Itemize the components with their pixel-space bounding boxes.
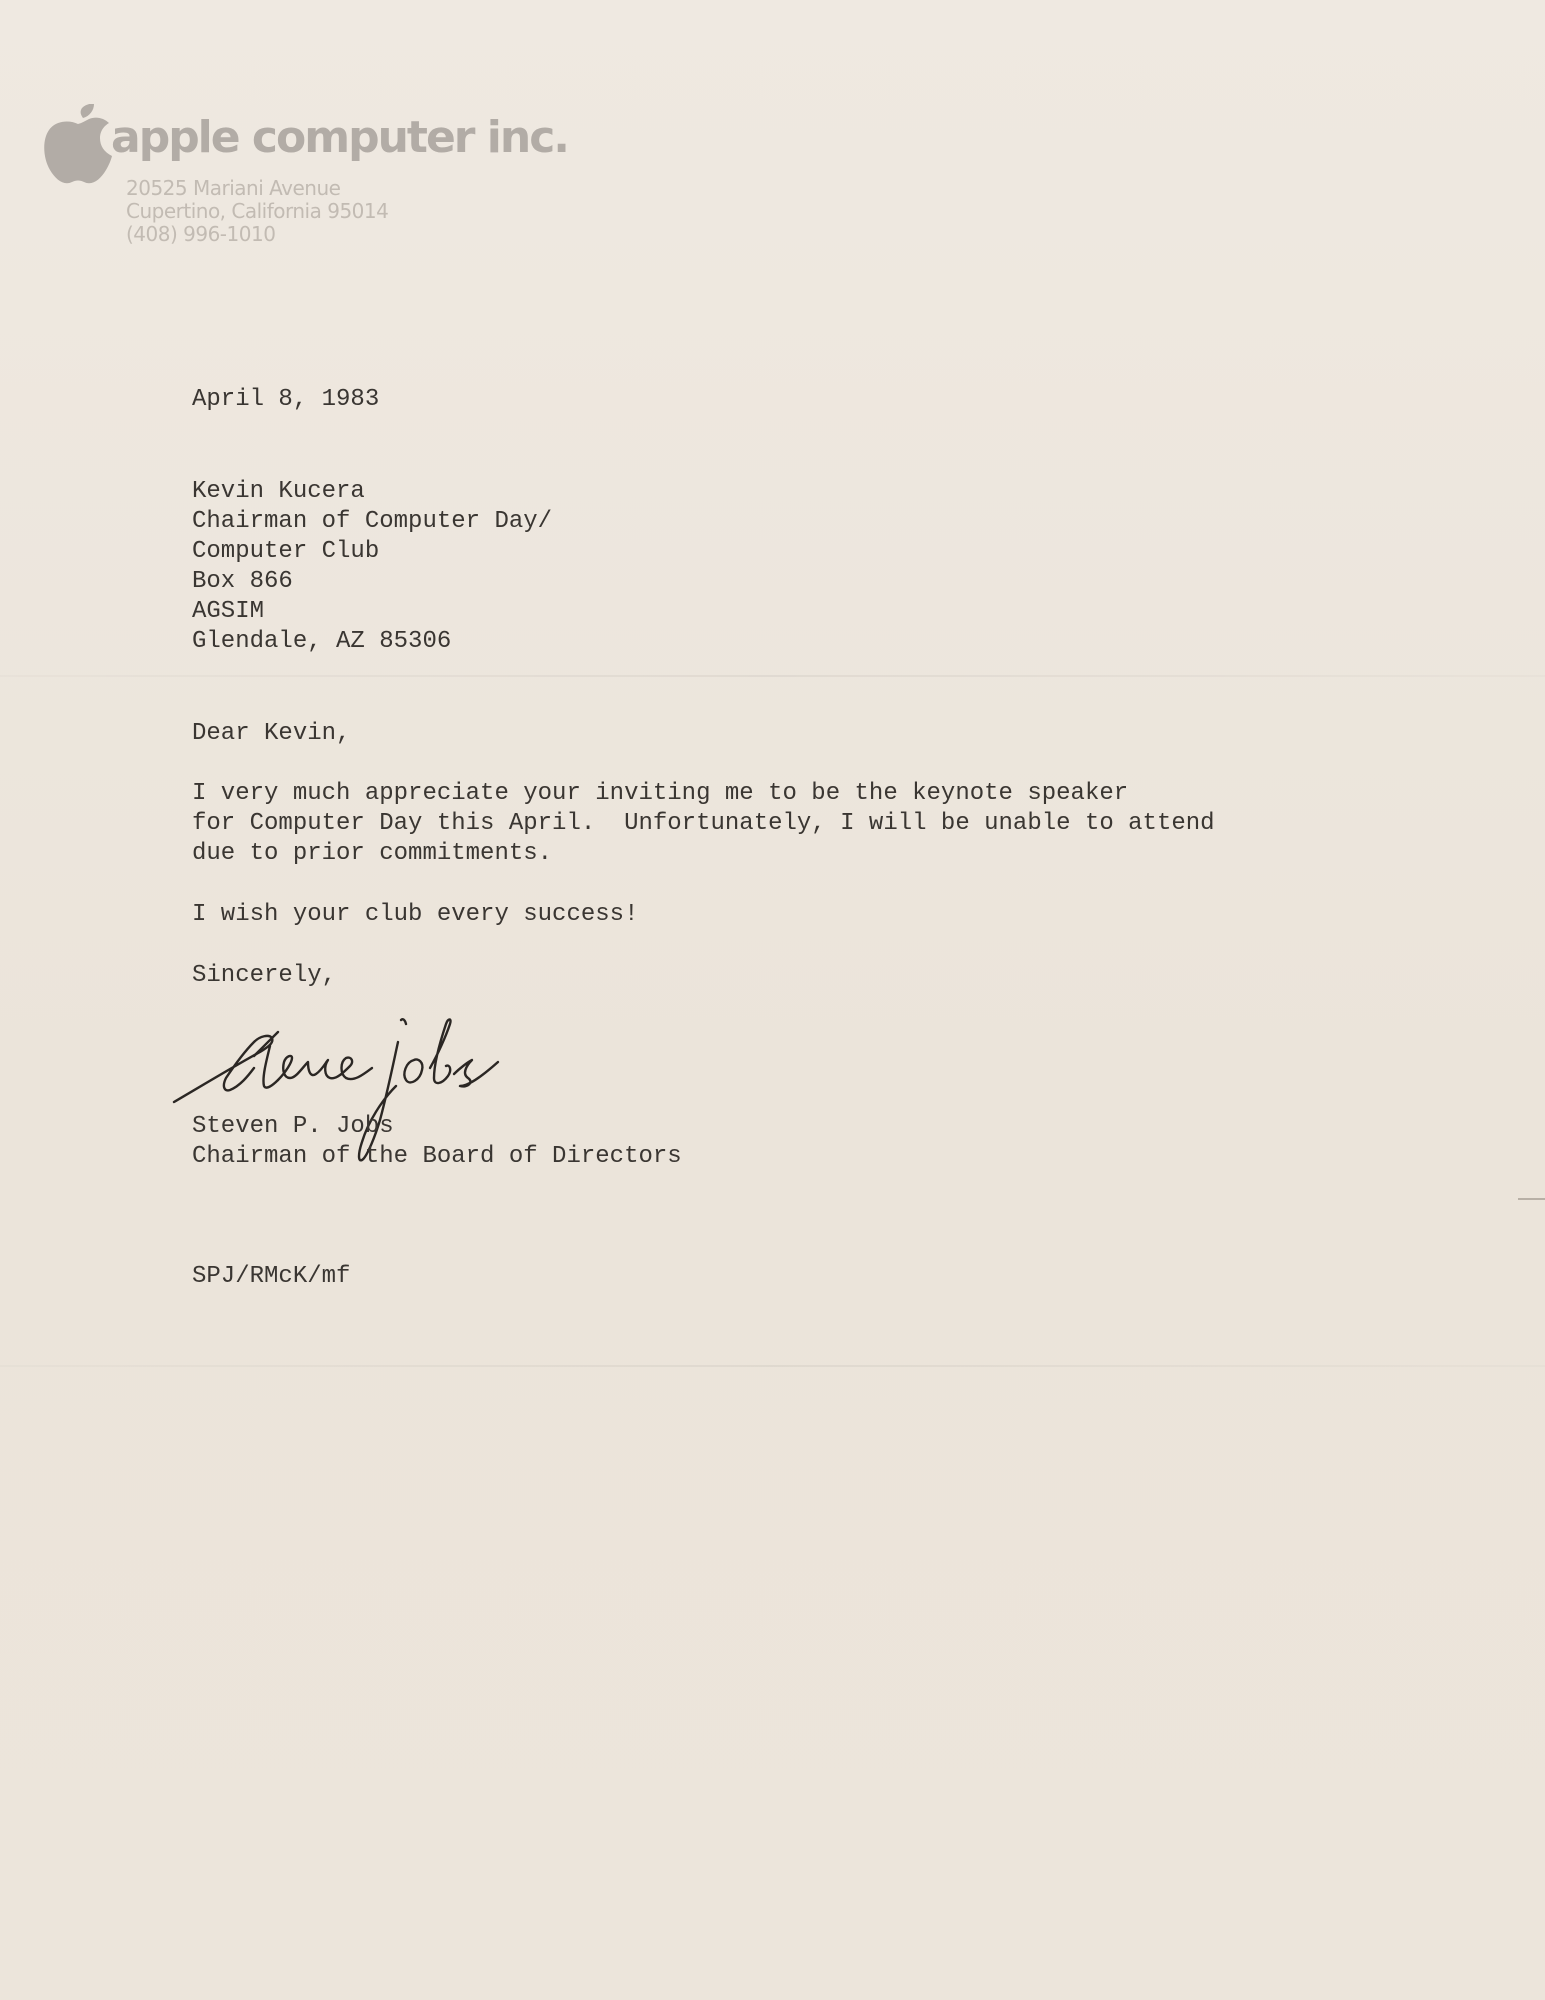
letter-date: April 8, 1983 bbox=[192, 386, 380, 413]
closing-wish: I wish your club every success! bbox=[192, 901, 639, 928]
signer-block bbox=[192, 1112, 682, 1172]
apple-logo-icon bbox=[42, 104, 114, 186]
paper-edge-mark bbox=[1518, 1198, 1545, 1200]
body-line: I very much appreciate your inviting me to be the keynote speaker bbox=[192, 780, 1129, 807]
salutation: Dear Kevin, bbox=[192, 720, 351, 747]
company-wordmark: apple computer inc. bbox=[111, 112, 568, 163]
recipient-unit: AGSIM bbox=[192, 598, 265, 625]
complimentary-close: Sincerely, bbox=[192, 962, 337, 989]
paper-fold-line bbox=[0, 1365, 1545, 1367]
address-street: 20525 Mariani Avenue bbox=[126, 176, 341, 200]
address-city: Cupertino, California 95014 bbox=[126, 199, 389, 223]
recipient-city: Glendale, AZ 85306 bbox=[192, 628, 452, 655]
address-phone: (408) 996-1010 bbox=[126, 222, 276, 246]
recipient-organization: Computer Club bbox=[192, 538, 380, 565]
paper-fold-line bbox=[0, 675, 1545, 677]
reference-initials: SPJ/RMcK/mf bbox=[192, 1263, 351, 1290]
body-line: for Computer Day this April. Unfortunately, I will be unable to attend bbox=[192, 810, 1215, 837]
body-paragraph bbox=[192, 779, 1215, 869]
recipient-name: Kevin Kucera bbox=[192, 478, 365, 505]
recipient-box: Box 866 bbox=[192, 568, 293, 595]
company-address bbox=[126, 177, 388, 246]
recipient-block bbox=[192, 477, 552, 657]
signer-name: Steven P. Jobs bbox=[192, 1113, 394, 1140]
body-line: due to prior commitments. bbox=[192, 840, 553, 867]
recipient-title: Chairman of Computer Day/ bbox=[192, 508, 553, 535]
signer-title: Chairman of the Board of Directors bbox=[192, 1143, 682, 1170]
